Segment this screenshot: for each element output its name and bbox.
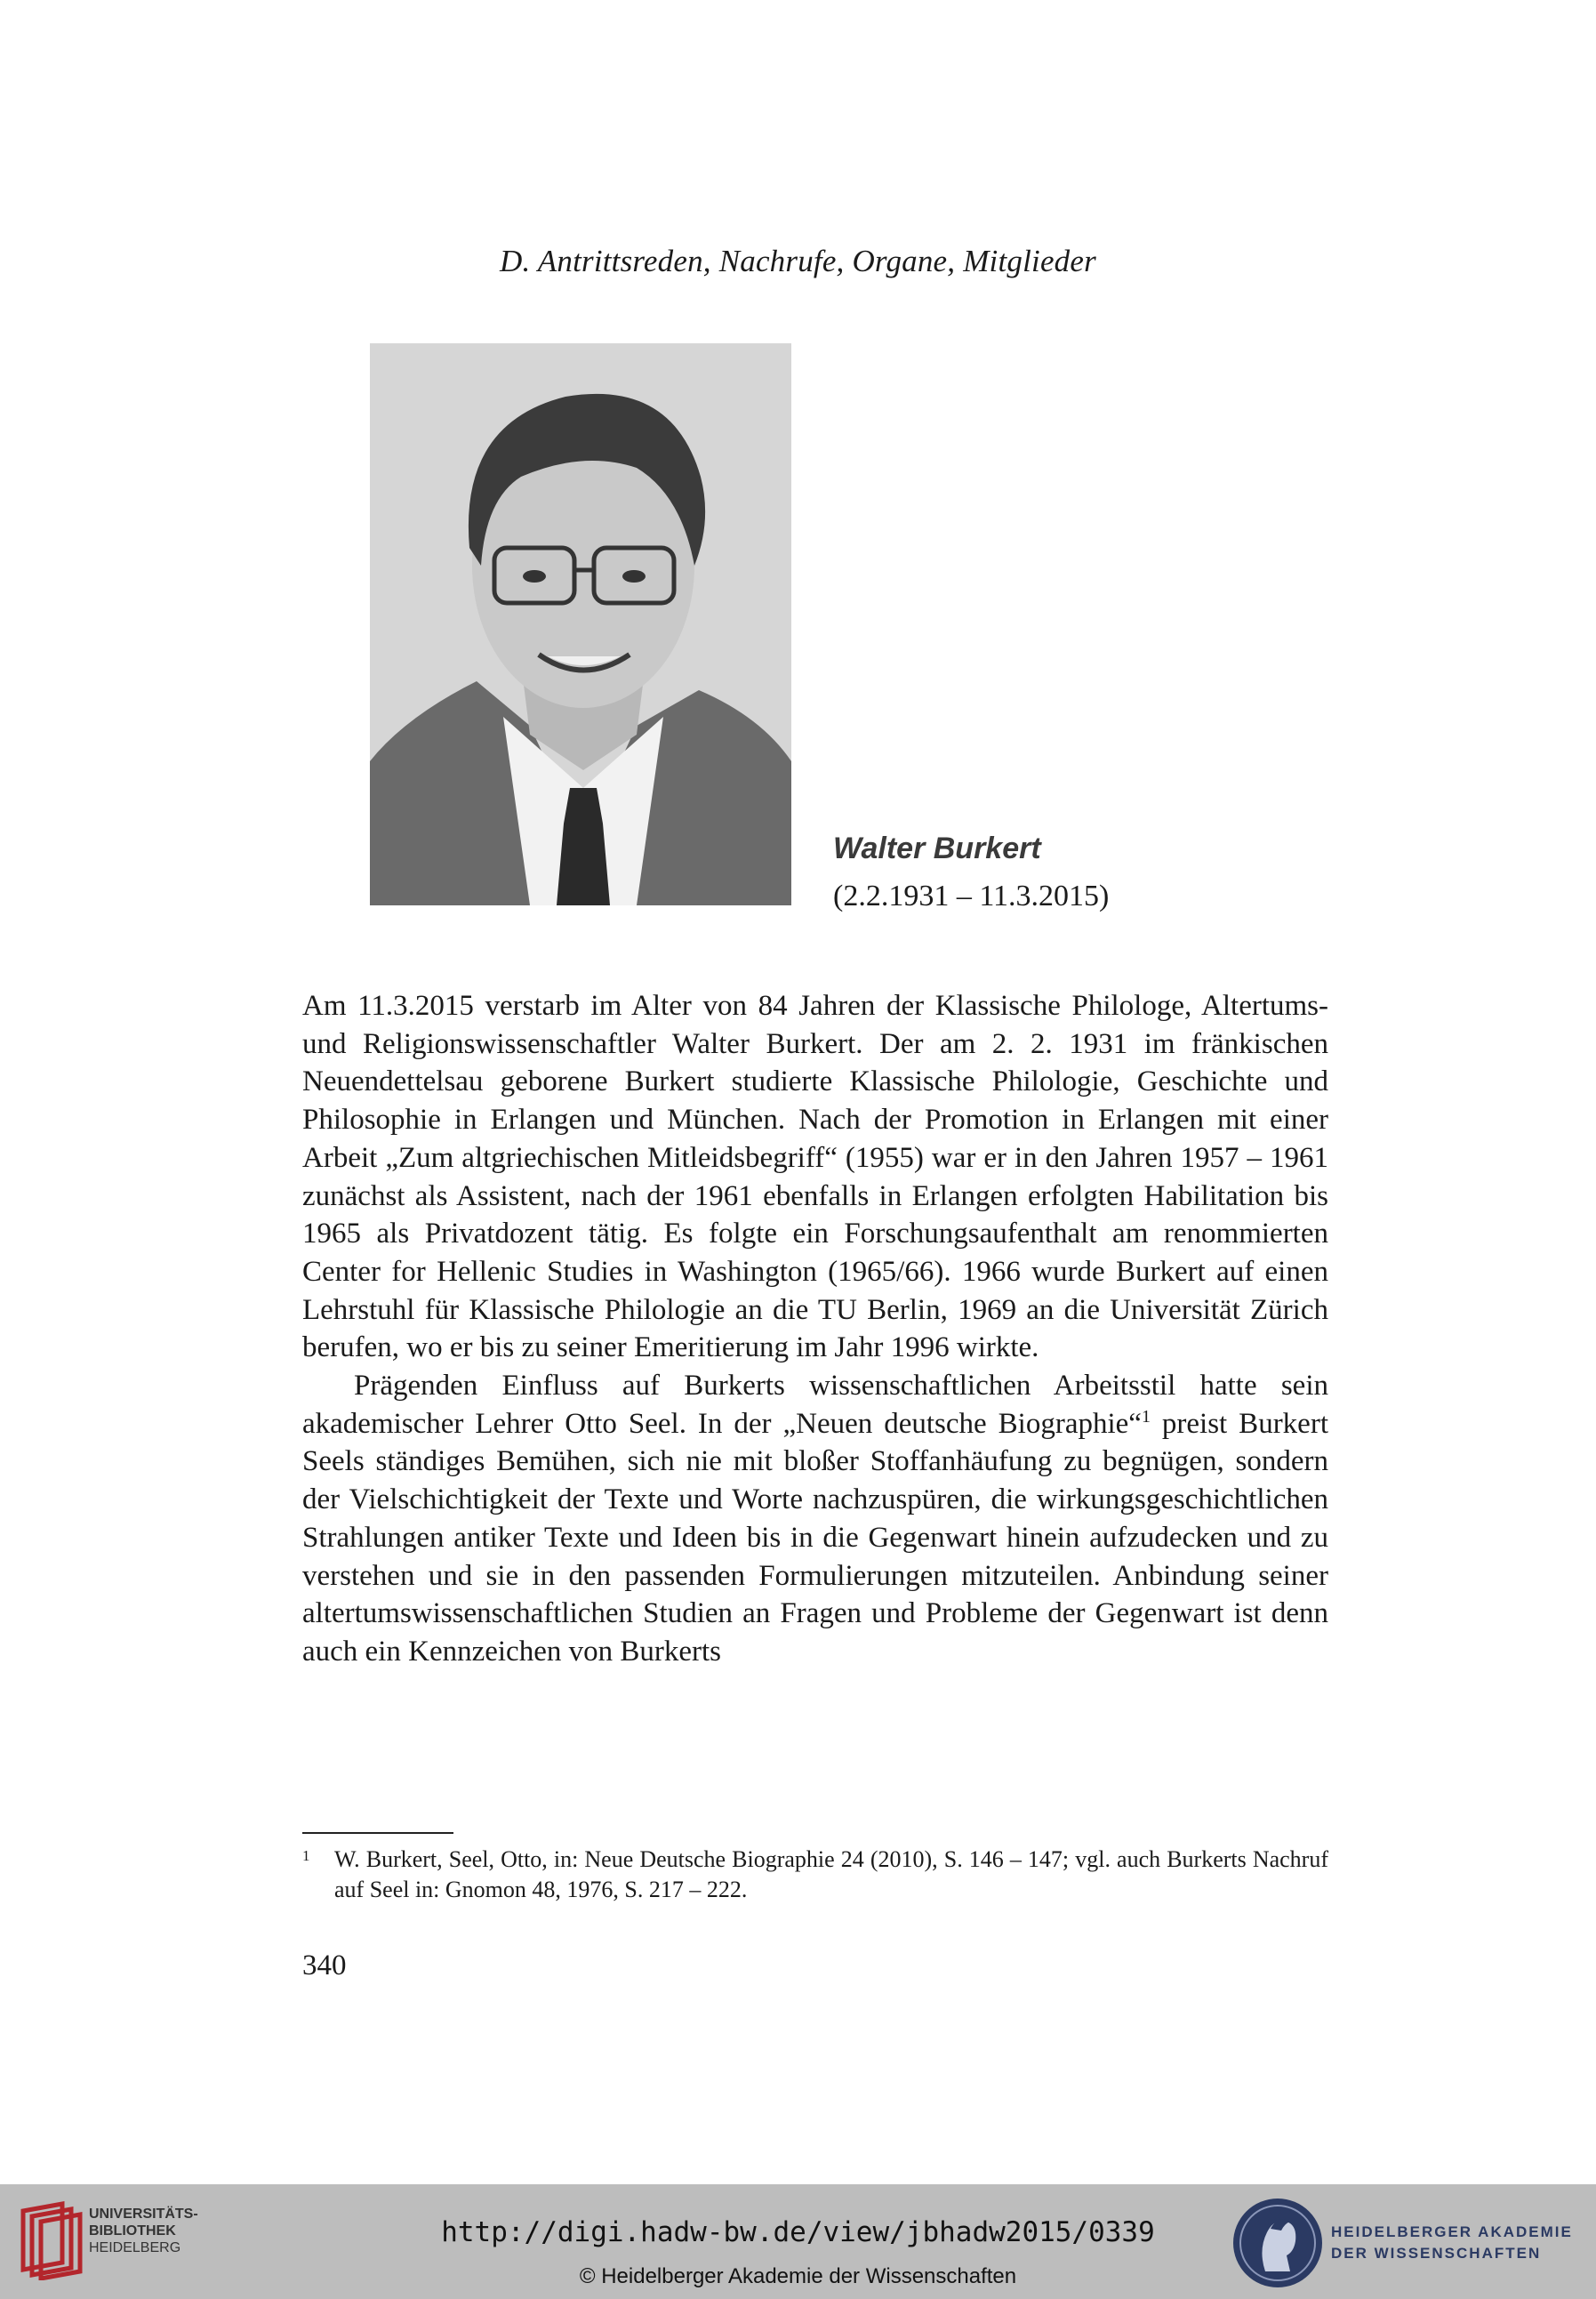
person-caption <box>833 827 1109 918</box>
footnote-text: W. Burkert, Seel, Otto, in: Neue Deutsche Biographie 24 (2010), S. 146 – 147; vgl. auch Burkerts Nachruf auf Seel in: Gnomon 48, 1976, S. 217 – 222. <box>334 1846 1328 1902</box>
footnote-divider <box>302 1832 453 1834</box>
page-number: 340 <box>302 1949 347 1981</box>
permalink-url[interactable]: http://digi.hadw-bw.de/view/jbhadw2015/0339 <box>441 2216 1155 2248</box>
portrait-photo <box>370 343 791 905</box>
library-logo-line-1: UNIVERSITÄTS- <box>89 2207 198 2222</box>
paragraph-2-start: Prägenden Einfluss auf Burkerts wissenschaftlichen Arbeitsstil hatte sein akademischer Lehrer Otto Seel. In der „Neuen deutsche Biographie“ <box>302 1370 1328 1440</box>
academy-logo-line-1: HEIDELBERGER AKADEMIE <box>1331 2223 1573 2240</box>
copyright-notice: © Heidelberger Akademie der Wissenschaften <box>579 2264 1017 2288</box>
footnote-number: 1 <box>302 1847 310 1864</box>
paragraph-2-end: preist Burkert Seels ständiges Bemühen, sich nie mit bloßer Stoffanhäufung zu begnügen, sondern der Vielschichtigkeit der Texte und Worte nachzuspüren, die wirkungsgeschichtlichen Strahlungen antiker Texte und Ideen bis in die Gegenwart hinein aufzudecken und zu verstehen und sie in den passenden Formulierungen mitzuteilen. Anbindung seiner altertumswissenschaftlichen Studien an Fragen und Probleme der Gegenwart ist denn auch ein Kennzeichen von Burkerts <box>302 1407 1328 1668</box>
academy-logo-line-2: DER WISSENSCHAFTEN <box>1331 2245 1542 2262</box>
body-text <box>302 987 1328 1671</box>
library-logo-line-3: HEIDELBERG <box>89 2240 181 2255</box>
paragraph-2 <box>302 1367 1328 1671</box>
library-logo-line-2: BIBLIOTHEK <box>89 2223 176 2239</box>
academy-seal-icon <box>1231 2197 1324 2289</box>
academy-logo-text <box>1331 2222 1573 2264</box>
footnote <box>302 1845 1328 1905</box>
person-name: Walter Burkert <box>833 832 1041 865</box>
footer-band <box>0 2184 1596 2299</box>
footnote-reference[interactable]: 1 <box>1141 1406 1151 1427</box>
portrait-illustration <box>370 343 791 905</box>
paragraph-1: Am 11.3.2015 verstarb im Alter von 84 Jahren der Klassische Philologe, Altertums- und Religionswissenschaftler Walter Burkert. Der am 2. 2. 1931 im fränkischen Neuendettelsau geborene Burkert studierte Klassische Philologie, Geschichte und Philosophie in Erlangen und München. Nach der Promotion in Erlangen mit einer Arbeit „Zum altgriechischen Mitleidsbegriff“ (1955) war er in den Jahren 1957 – 1961 zunächst als Assistent, nach der 1961 ebenfalls in Erlangen erfolgten Habilitation bis 1965 als Privatdozent tätig. Es folgte ein Forschungsaufenthalt am renommierten Center for Hellenic Studies in Washington (1965/66). 1966 wurde Burkert auf einen Lehrstuhl für Klassische Philologie an die TU Berlin, 1969 an die Universität Zürich berufen, wo er bis zu seiner Emeritierung im Jahr 1996 wirkte. <box>302 990 1328 1364</box>
person-dates: (2.2.1931 – 11.3.2015) <box>833 880 1110 912</box>
running-head: D. Antrittsreden, Nachrufe, Organe, Mitglieder <box>500 244 1096 278</box>
